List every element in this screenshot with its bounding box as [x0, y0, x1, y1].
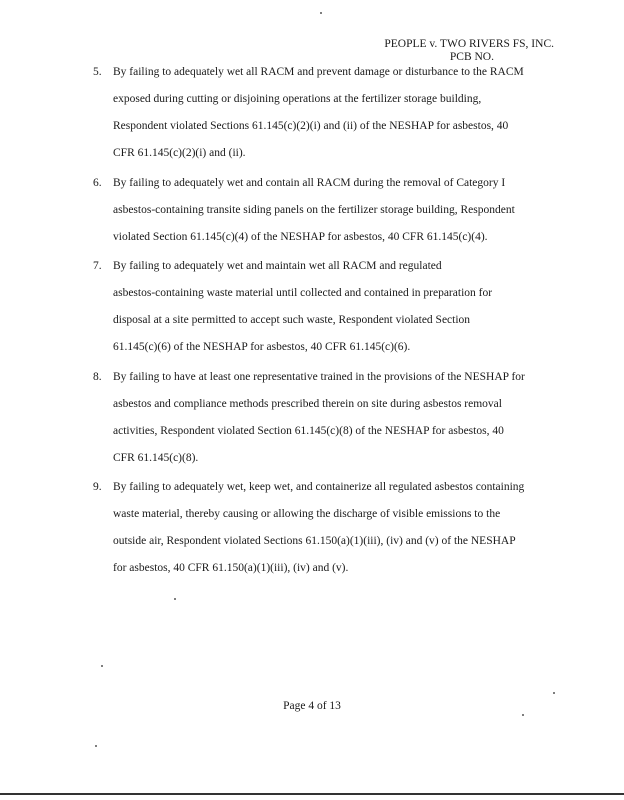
violation-text-line: By failing to adequately wet and contain all RACM during the removal of Category I: [113, 177, 506, 189]
page-number: Page 4 of 13: [283, 700, 341, 712]
violation-text-line: By failing to adequately wet all RACM and prevent damage or disturbance to the RACM: [113, 66, 524, 78]
violation-text-line: disposal at a site permitted to accept such waste, Respondent violated Section: [113, 314, 471, 326]
case-caption-pcb-number: PCB NO.: [449, 51, 494, 63]
violation-text-line: CFR 61.145(c)(8).: [113, 452, 199, 464]
scan-speck: [320, 12, 322, 14]
violation-text-line: By failing to adequately wet, keep wet, and containerize all regulated asbestos containing: [113, 481, 525, 493]
violation-text-line: asbestos-containing transite siding panels on the fertilizer storage building, Respondent: [113, 204, 515, 216]
violation-text-line: for asbestos, 40 CFR 61.150(a)(1)(iii), (iv) and (v).: [113, 562, 349, 574]
scan-speck: [522, 714, 524, 716]
scan-speck: [553, 692, 555, 694]
violation-text-line: Respondent violated Sections 61.145(c)(2)(i) and (ii) of the NESHAP for asbestos, 40: [113, 120, 509, 132]
violation-text-line: violated Section 61.145(c)(4) of the NESHAP for asbestos, 40 CFR 61.145(c)(4).: [113, 231, 488, 243]
violation-text-line: asbestos and compliance methods prescribed therein on site during asbestos removal: [113, 398, 502, 410]
violation-text-line: CFR 61.145(c)(2)(i) and (ii).: [113, 147, 246, 159]
violation-text-line: outside air, Respondent violated Sections 61.150(a)(1)(iii), (iv) and (v) of the NESHAP: [113, 535, 516, 547]
violation-text-line: activities, Respondent violated Section 61.145(c)(8) of the NESHAP for asbestos, 40: [113, 425, 504, 437]
violation-number: 7.: [93, 260, 102, 272]
case-caption-title: PEOPLE v. TWO RIVERS FS, INC.: [384, 38, 554, 50]
violation-number: 8.: [93, 371, 102, 383]
violation-number: 6.: [93, 177, 102, 189]
scan-speck: [95, 745, 97, 747]
violation-text-line: 61.145(c)(6) of the NESHAP for asbestos, 40 CFR 61.145(c)(6).: [113, 341, 411, 353]
case-caption: [384, 38, 554, 64]
violation-text-line: waste material, thereby causing or allowing the discharge of visible emissions to the: [113, 508, 501, 520]
scan-speck: [101, 665, 103, 667]
violation-text-line: asbestos-containing waste material until collected and contained in preparation for: [113, 287, 493, 299]
scan-bottom-edge: [0, 793, 624, 795]
violation-number: 9.: [93, 481, 102, 493]
scan-speck: [174, 598, 176, 600]
violation-text-line: exposed during cutting or disjoining operations at the fertilizer storage building,: [113, 93, 482, 105]
violation-text-line: By failing to adequately wet and maintain wet all RACM and regulated: [113, 260, 442, 272]
violation-number: 5.: [93, 66, 102, 78]
violation-text-line: By failing to have at least one representative trained in the provisions of the NESHAP for: [113, 371, 525, 383]
